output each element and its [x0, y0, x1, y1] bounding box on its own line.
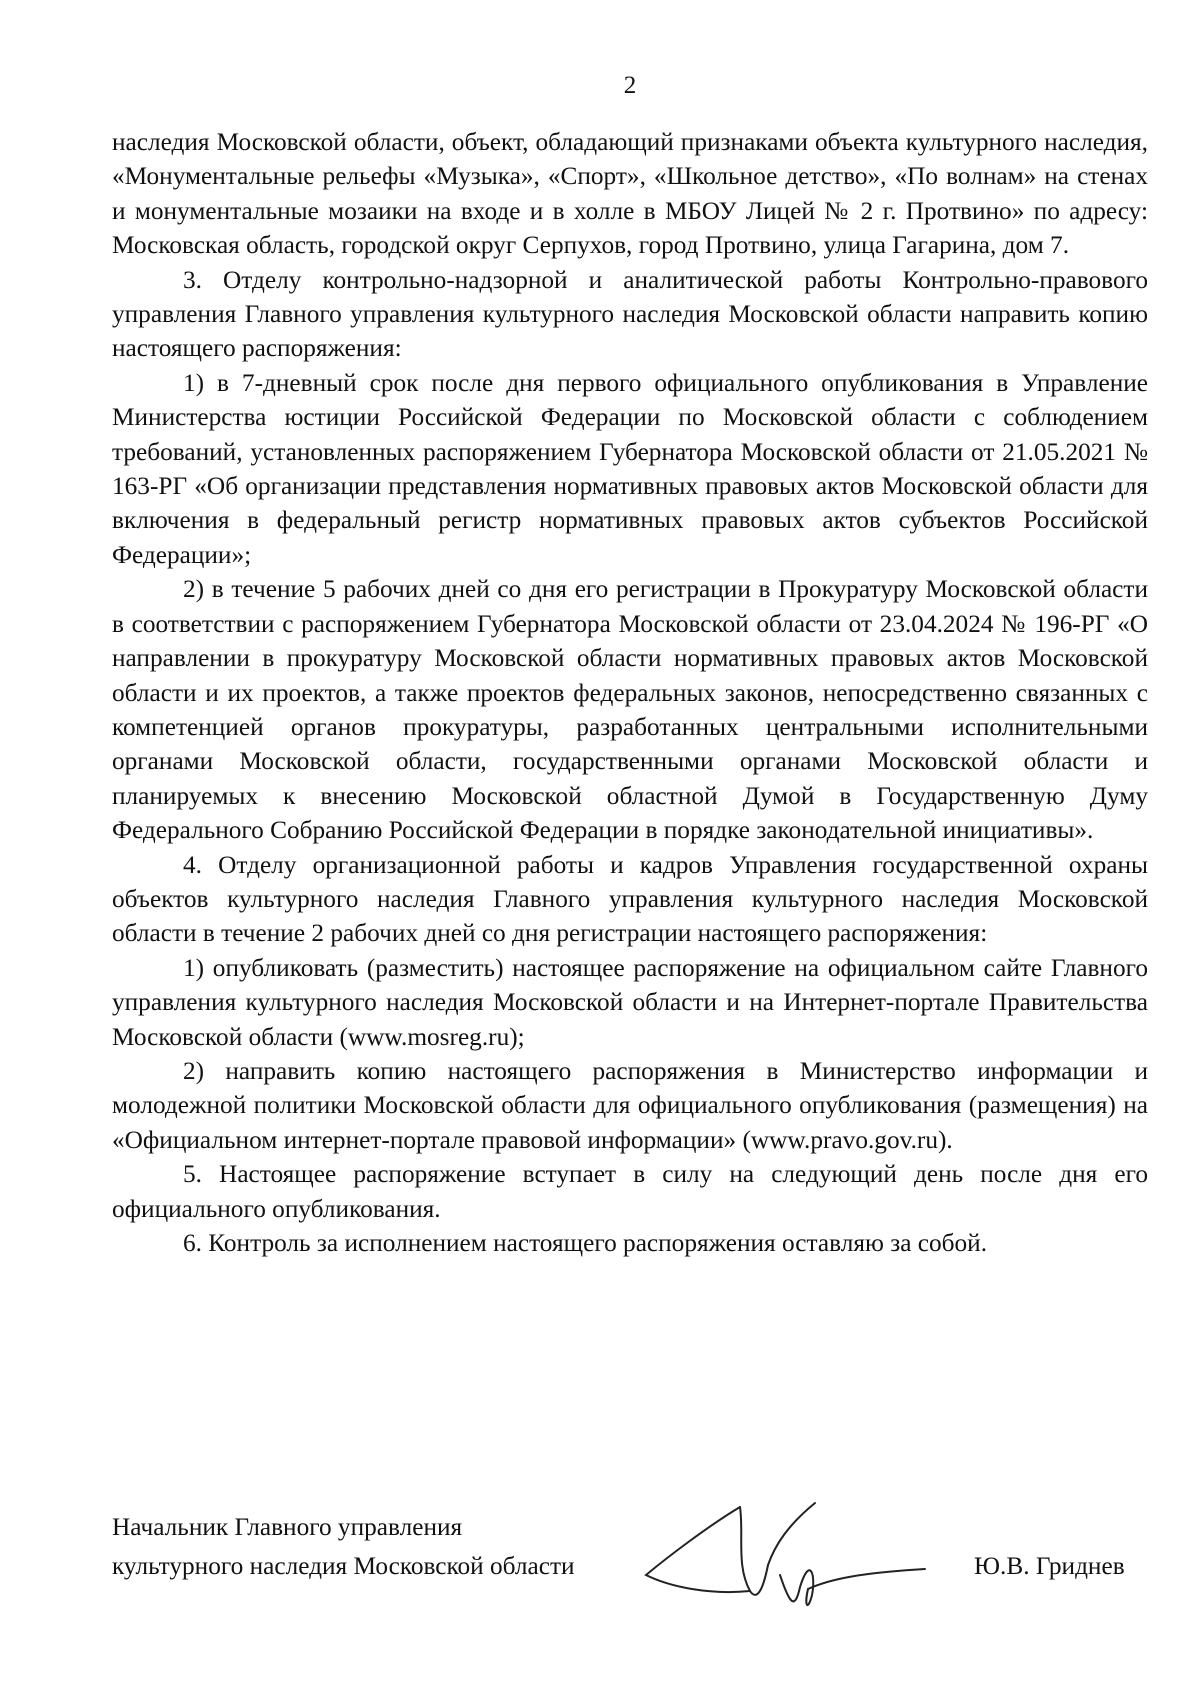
- paragraph-item-3-2: 2) в течение 5 рабочих дней со дня его регистрации в Прокуратуру Московской области в соответствии с распоряжением Губернатора Московской области от 23.04.2024 № 196-РГ «О направлении в прокуратуру Московской области нормативных правовых актов Московской области и их проектов, а также проектов федеральных законов, непосредственно связанных с компетенцией органов прокуратуры, разработанных центральными исполнительными органами Московской области, государственными органами Московской области и планируемых к внесению Московской областной Думой в Государственную Думу Федерального Собранию Российской Федерации в порядке законодательной инициативы».: [112, 575, 1148, 845]
- signatory-position-line-1: Начальник Главного управления: [112, 1513, 463, 1541]
- paragraph-item-3-1: 1) в 7-дневный срок после дня первого официального опубликования в Управление Министерства юстиции Российской Федерации по Московской области с соблюдением требований, установленных распоряжением Губернатора Московской области от 21.05.2021 № 163-РГ «Об организации представления нормативных правовых актов Московской области для включения в федеральный регистр нормативных правовых актов субъектов Российской Федерации»;: [112, 368, 1148, 569]
- paragraph-item-6: 6. Контроль за исполнением настоящего распоряжения оставляю за собой.: [183, 1229, 988, 1257]
- paragraph-item-4-1: 1) опубликовать (разместить) настоящее распоряжение на официальном сайте Главного управления культурного наследия Московской области и на Интернет-портале Правительства Московской области (www.mosreg.ru);: [112, 953, 1148, 1051]
- paragraph-item-5: 5. Настоящее распоряжение вступает в силу на следующий день после дня его официального опубликования.: [112, 1160, 1148, 1223]
- handwritten-signature: [640, 1495, 930, 1615]
- document-body: [112, 125, 1148, 1260]
- paragraph-item-4: 4. Отделу организационной работы и кадров Управления государственной охраны объектов культурного наследия Главного управления культурного наследия Московской области в течение 2 рабочих дней со дня регистрации настоящего распоряжения:: [112, 850, 1148, 948]
- page-number: 2: [623, 72, 637, 99]
- signatory-position-line-2: культурного наследия Московской области: [112, 1552, 575, 1580]
- signatory-position: [112, 1508, 575, 1586]
- paragraph-item-3: 3. Отделу контрольно-надзорной и аналитической работы Контрольно-правового управления Главного управления культурного наследия Московской области направить копию настоящего распоряжения:: [112, 265, 1148, 363]
- paragraph-item-4-2: 2) направить копию настоящего распоряжения в Министерство информации и молодежной политики Московской области для официального опубликования (размещения) на «Официальном интернет-портале правовой информации» (www.pravo.gov.ru).: [112, 1056, 1148, 1154]
- paragraph-continuation: наследия Московской области, объект, обладающий признаками объекта культурного наследия, «Монументальные рельефы «Музыка», «Спорт», «Школьное детство», «По волнам» на стенах и монументальные мозаики на входе и в холле в МБОУ Лицей № 2 г. Протвино» по адресу: Московская область, городской округ Серпухов, город Протвино, улица Гагарина, дом 7.: [112, 128, 1148, 260]
- signatory-name: Ю.В. Гриднев: [974, 1552, 1125, 1580]
